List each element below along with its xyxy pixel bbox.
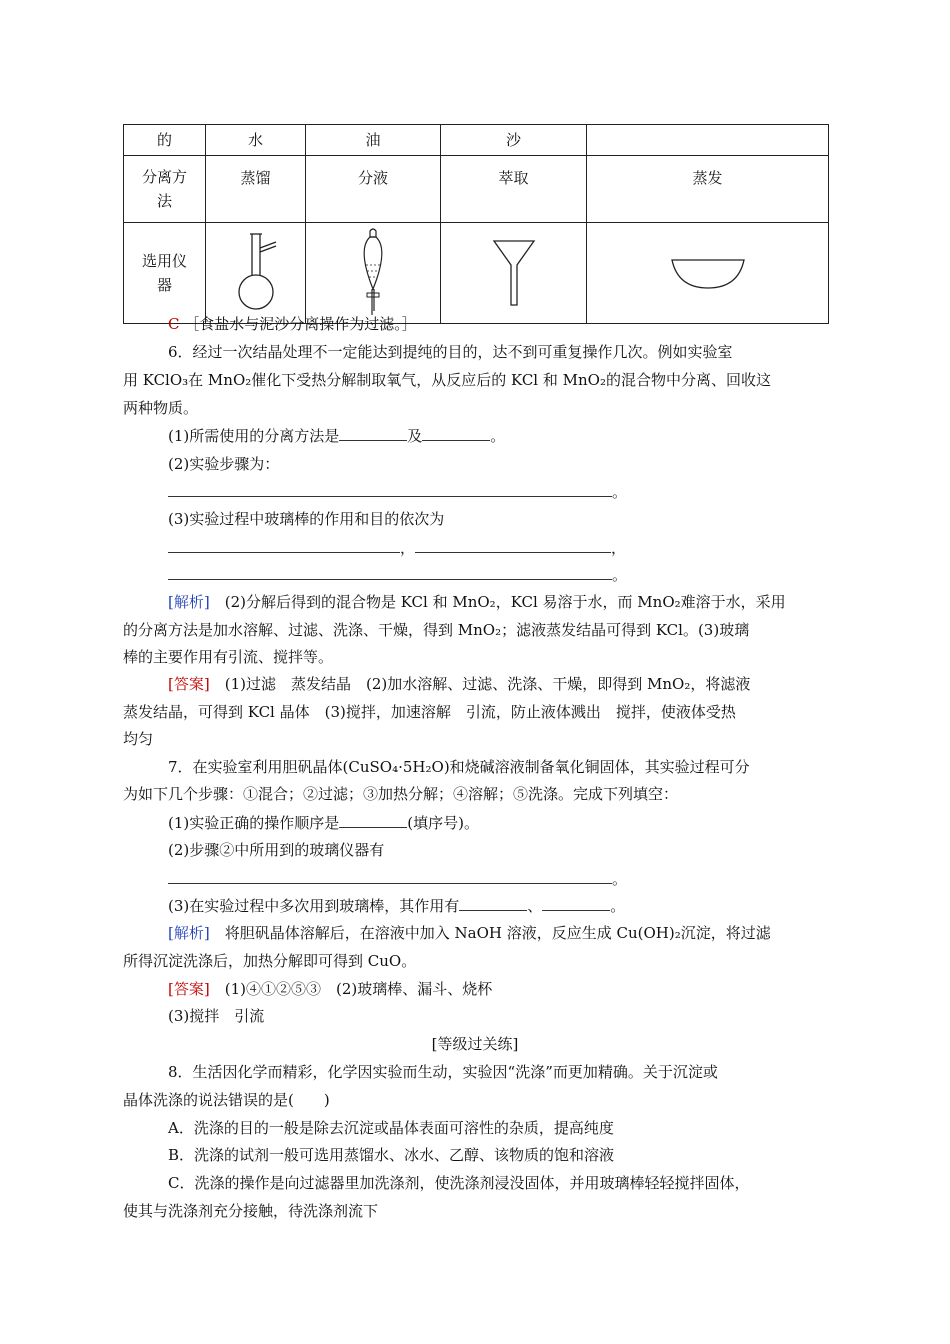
row-header-apparatus	[124, 223, 206, 324]
analysis-tag: [解析]	[168, 924, 210, 942]
q6-part2-answer-line	[168, 481, 627, 503]
q6-answer-line: 蒸发结晶，可得到 KCl 晶体 (3)搅拌，加速溶解 引流，防止液体溅出 搅拌，使液体受热	[123, 703, 736, 721]
q8-option-b: B．洗涤的试剂一般可选用蒸馏水、冰水、乙醇、该物质的饱和溶液	[168, 1146, 615, 1164]
method-extraction: 萃取	[441, 156, 587, 223]
q6-part2: (2)实验步骤为：	[168, 455, 280, 473]
punctuation: 、	[527, 897, 543, 915]
punctuation: ，	[400, 539, 416, 557]
q5-note: ［食盐水与泥沙分离操作为过滤。］	[184, 315, 417, 333]
q7-part2-answer-line	[168, 868, 627, 890]
row-header-line: 选用仪	[141, 252, 187, 270]
separatory-funnel-icon	[353, 227, 393, 319]
q6-part3-answer-line	[168, 537, 626, 559]
row-header-line: 分离方	[141, 168, 187, 186]
punctuation: 。	[610, 897, 626, 915]
table-row	[124, 125, 829, 156]
analysis-text: (2)分解后得到的混合物是 KCl 和 MnO₂，KCl 易溶于水，而 MnO₂难溶于水，采用	[224, 593, 786, 611]
answer-tag: [答案]	[168, 980, 210, 998]
row-header-line: 法	[156, 192, 172, 210]
q6-stem-line: 6．经过一次结晶处理不一定能达到提纯的目的，达不到可重复操作几次。例如实验室	[168, 343, 733, 361]
method-distillation: 蒸馏	[206, 156, 306, 223]
separation-methods-table	[123, 124, 829, 324]
q8-stem-line: 晶体洗涤的说法错误的是( )	[123, 1091, 330, 1109]
q6-analysis-line: 棒的主要作用有引流、搅拌等。	[123, 648, 334, 666]
apparatus-cell	[306, 223, 441, 324]
answer-blank[interactable]	[339, 812, 407, 828]
q6-part3: (3)实验过程中玻璃棒的作用和目的依次为	[168, 510, 445, 528]
answer-blank[interactable]	[168, 481, 612, 497]
punctuation: 。	[612, 870, 628, 888]
table-cell: 油	[306, 125, 441, 156]
q5-answer-line	[168, 313, 417, 335]
distilling-flask-icon	[226, 228, 286, 318]
q6-part1-text: 。	[490, 427, 506, 445]
table-cell: 沙	[441, 125, 587, 156]
apparatus-cell	[441, 223, 587, 324]
q7-stem-line: 7．在实验室利用胆矾晶体(CuSO₄·5H₂O)和烧碱溶液制备氧化铜固体，其实验过程可分	[168, 758, 750, 776]
section-title: [等级过关练]	[431, 1035, 519, 1053]
q7-stem-line: 为如下几个步骤：①混合；②过滤；③加热分解；④溶解；⑤洗涤。完成下列填空：	[123, 785, 679, 803]
answer-text: (1)过滤 蒸发结晶 (2)加水溶解、过滤、洗涤、干燥，即得到 MnO₂，将滤液	[224, 675, 751, 693]
q6-analysis-line	[168, 591, 786, 613]
funnel-icon	[489, 233, 539, 313]
q7-analysis-line	[168, 922, 771, 944]
q6-part1	[168, 425, 505, 447]
row-header-line: 器	[156, 276, 172, 294]
q7-analysis-line: 所得沉淀洗涤后，加热分解即可得到 CuO。	[123, 952, 417, 970]
q8-stem-line: 8．生活因化学而精彩，化学因实验而生动，实验因“洗涤”而更加精确。关于沉淀或	[168, 1063, 718, 1081]
q7-part1	[168, 812, 479, 834]
answer-blank[interactable]	[459, 895, 527, 911]
evaporating-dish-icon	[668, 248, 748, 298]
analysis-text: 将胆矾晶体溶解后，在溶液中加入 NaOH 溶液，反应生成 Cu(OH)₂沉淀，将过滤	[224, 924, 771, 942]
answer-tag: [答案]	[168, 675, 210, 693]
answer-blank[interactable]	[168, 537, 400, 553]
answer-blank[interactable]	[168, 868, 612, 884]
table-row	[124, 156, 829, 223]
q8-option-c-cont: 使其与洗涤剂充分接触，待洗涤剂流下	[123, 1202, 379, 1220]
q6-part1-text: 及	[407, 427, 423, 445]
method-separating-liquids: 分液	[306, 156, 441, 223]
punctuation: 。	[612, 483, 628, 501]
answer-blank[interactable]	[542, 895, 610, 911]
table-cell	[587, 125, 829, 156]
q7-part2: (2)步骤②中所用到的玻璃仪器有	[168, 841, 385, 859]
q5-answer-letter: C	[168, 315, 180, 333]
apparatus-cell	[206, 223, 306, 324]
answer-blank[interactable]	[168, 564, 612, 580]
apparatus-cell	[587, 223, 829, 324]
punctuation: 。	[612, 566, 628, 584]
q6-part1-text: (1)所需使用的分离方法是	[168, 427, 340, 445]
q8-option-a: A．洗涤的目的一般是除去沉淀或晶体表面可溶性的杂质，提高纯度	[168, 1119, 614, 1137]
q8-option-c: C．洗涤的操作是向过滤器里加洗涤剂，使洗涤剂浸没固体，并用玻璃棒轻轻搅拌固体，	[168, 1174, 750, 1192]
q6-part3-answer-line	[168, 564, 627, 586]
method-evaporation: 蒸发	[587, 156, 829, 223]
punctuation: ，	[611, 539, 627, 557]
answer-blank[interactable]	[422, 425, 490, 441]
q7-part1-text: (1)实验正确的操作顺序是	[168, 814, 340, 832]
q6-answer-line	[168, 673, 750, 695]
row-header-method	[124, 156, 206, 223]
answer-blank[interactable]	[339, 425, 407, 441]
answer-text: (1)④①②⑤③ (2)玻璃棒、漏斗、烧杯	[224, 980, 493, 998]
q6-stem-line: 用 KClO₃在 MnO₂催化下受热分解制取氧气，从反应后的 KCl 和 MnO₂的混合物中分离、回收这	[123, 371, 771, 389]
table-cell: 的	[124, 125, 206, 156]
analysis-tag: [解析]	[168, 593, 210, 611]
q7-answer-line	[168, 978, 492, 1000]
q7-part1-text: (填序号)。	[407, 814, 479, 832]
q6-answer-line: 均匀	[123, 730, 154, 748]
answer-blank[interactable]	[415, 537, 611, 553]
q6-analysis-line: 的分离方法是加水溶解、过滤、洗涤、干燥，得到 MnO₂；滤液蒸发结晶可得到 KCl。(3)玻璃	[123, 621, 750, 639]
q7-part3-text: (3)在实验过程中多次用到玻璃棒，其作用有	[168, 897, 460, 915]
q7-answer-line: (3)搅拌 引流	[168, 1007, 265, 1025]
table-cell: 水	[206, 125, 306, 156]
q7-part3	[168, 895, 625, 917]
table-row	[124, 223, 829, 324]
q6-stem-line: 两种物质。	[123, 399, 199, 417]
